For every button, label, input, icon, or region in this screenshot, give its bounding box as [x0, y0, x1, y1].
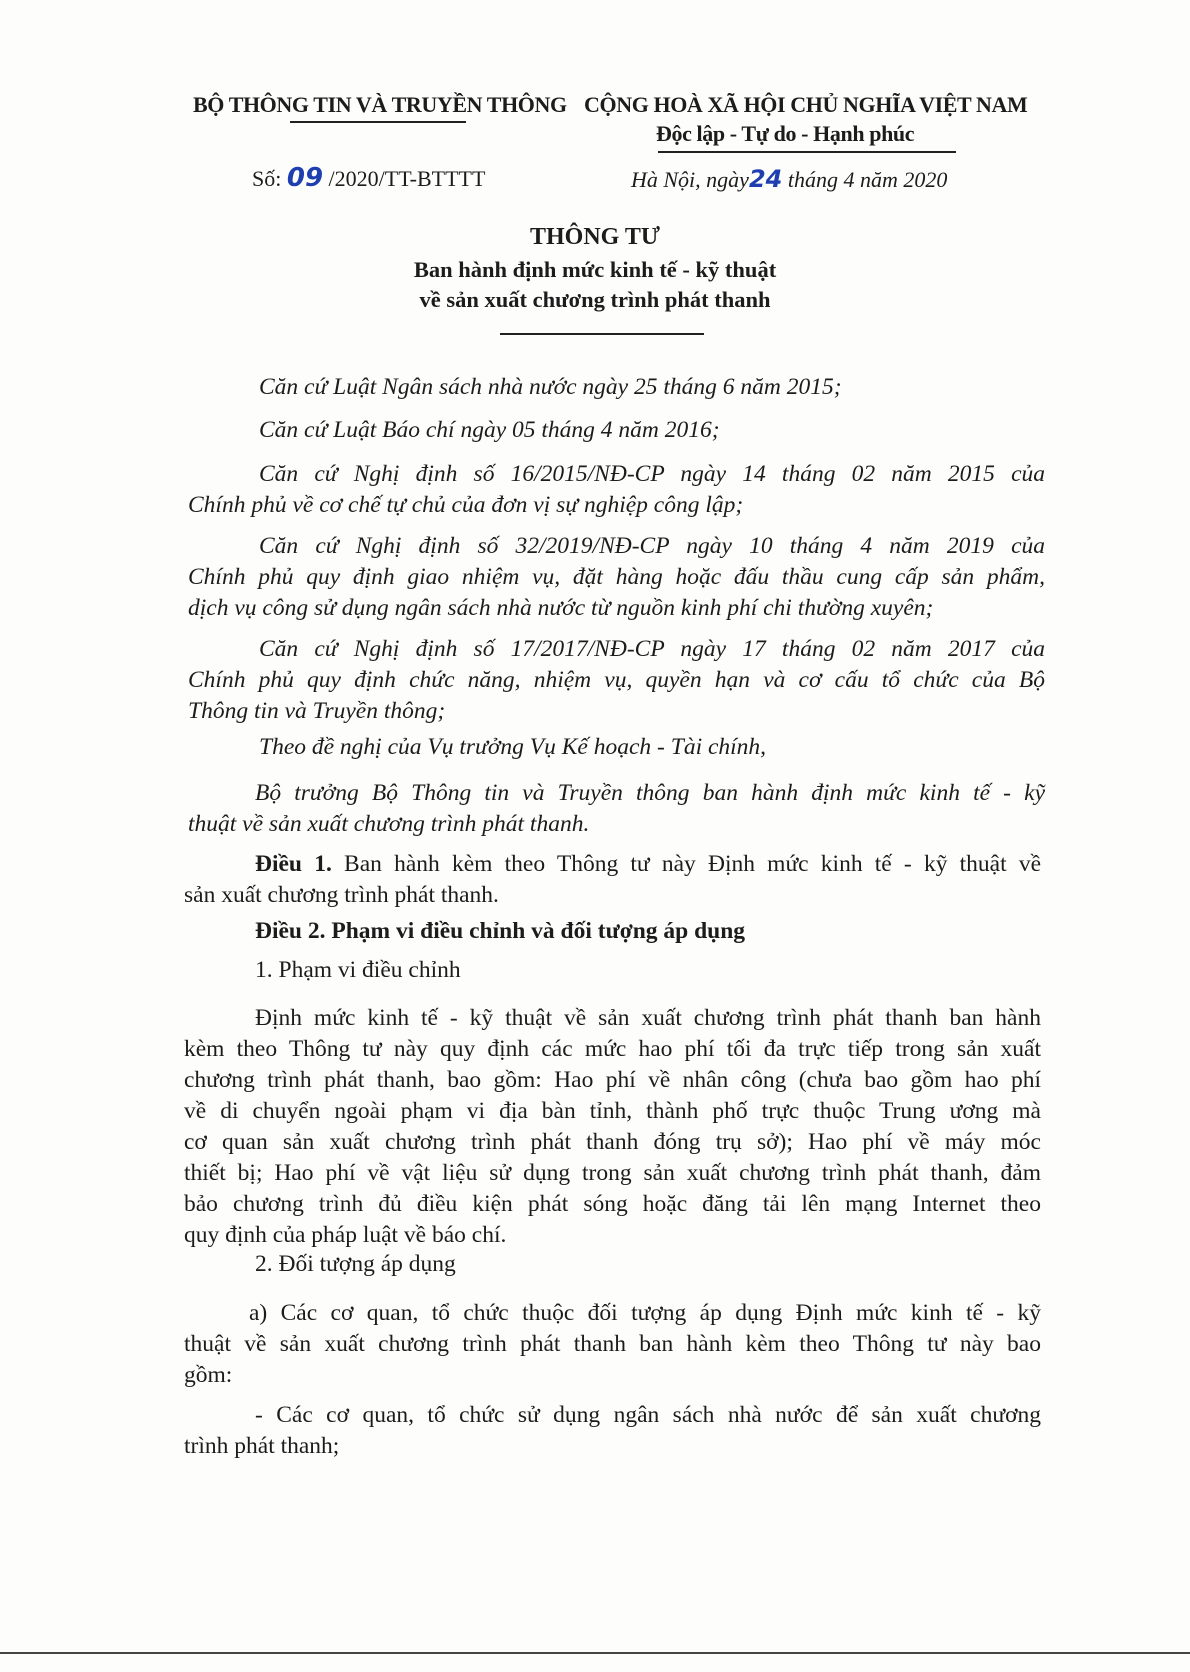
number-prefix: Số:: [252, 166, 282, 191]
country-name: CỘNG HOÀ XÃ HỘI CHỦ NGHĨA VIỆT NAM: [584, 92, 1028, 117]
scope-line-8: quy định của pháp luật về báo chí.: [184, 1222, 507, 1248]
preamble-minister: [188, 778, 1045, 840]
subjects-line-1: a) Các cơ quan, tổ chức thuộc đối tượng áp dụng Định mức kinh tế - kỹ: [249, 1300, 1041, 1326]
decree-17-line-3: Thông tin và Truyền thông;: [188, 698, 446, 724]
document-number: [252, 163, 485, 193]
article-1-label: Điều 1.: [255, 851, 332, 877]
article-1-line-2: sản xuất chương trình phát thanh.: [184, 882, 499, 908]
document-type: THÔNG TƯ: [529, 224, 661, 250]
section-2a-item-1: [184, 1400, 1041, 1462]
item-1-line-1: - Các cơ quan, tổ chức sử dụng ngân sách nhà nước để sản xuất chương: [255, 1402, 1041, 1428]
national-motto: Độc lập - Tự do - Hạnh phúc: [656, 121, 915, 146]
decree-32-line-2: Chính phủ quy định giao nhiệm vụ, đặt hàng hoặc đấu thầu cung cấp sản phẩm,: [188, 564, 1045, 590]
article-2-heading: Điều 2. Phạm vi điều chỉnh và đối tượng áp dụng: [255, 918, 746, 944]
section-1-heading: 1. Phạm vi điều chỉnh: [255, 957, 461, 983]
preamble-decree-32: [188, 531, 1045, 624]
place-date-suffix: tháng 4 năm 2020: [787, 167, 948, 192]
article-1-line-1: Ban hành kèm theo Thông tư này Định mức kinh tế - kỹ thuật về: [344, 851, 1042, 877]
scan-bottom-edge: [0, 1652, 1190, 1654]
title-divider: [500, 333, 704, 335]
preamble-press-law: Căn cứ Luật Báo chí ngày 05 tháng 4 năm 2016;: [259, 417, 720, 443]
handwritten-day: 24: [748, 165, 783, 193]
minister-line-1: Bộ trưởng Bộ Thông tin và Truyền thông ban hành định mức kinh tế - kỹ: [255, 780, 1045, 806]
motto-underline: [658, 151, 956, 153]
place-date: [631, 165, 947, 193]
subject-line-2: về sản xuất chương trình phát thanh: [419, 287, 771, 312]
decree-16-line-2: Chính phủ về cơ chế tự chủ của đơn vị sự nghiệp công lập;: [188, 492, 744, 518]
decree-32-line-3: dịch vụ công sử dụng ngân sách nhà nước từ nguồn kinh phí chi thường xuyên;: [188, 595, 934, 621]
preamble-decree-17: [188, 634, 1045, 727]
decree-16-line-1: Căn cứ Nghị định số 16/2015/NĐ-CP ngày 14 tháng 02 năm 2015 của: [259, 461, 1045, 487]
subjects-line-2: thuật về sản xuất chương trình phát thanh ban hành kèm theo Thông tư này bao: [184, 1331, 1041, 1357]
subjects-line-3: gồm:: [184, 1362, 233, 1388]
preamble-budget-law: Căn cứ Luật Ngân sách nhà nước ngày 25 tháng 6 năm 2015;: [259, 374, 842, 400]
decree-17-line-1: Căn cứ Nghị định số 17/2017/NĐ-CP ngày 17 tháng 02 năm 2017 của: [259, 636, 1045, 662]
ministry-name: BỘ THÔNG TIN VÀ TRUYỀN THÔNG: [193, 92, 567, 117]
section-2-heading: 2. Đối tượng áp dụng: [255, 1251, 456, 1277]
preamble-decree-16: [188, 459, 1045, 521]
article-1: [184, 849, 1041, 911]
scope-line-5: cơ quan sản xuất chương trình phát thanh đóng trụ sở); Hao phí về máy móc: [184, 1129, 1041, 1155]
decree-32-line-1: Căn cứ Nghị định số 32/2019/NĐ-CP ngày 10 tháng 4 năm 2019 của: [259, 533, 1045, 559]
subject-line-1: Ban hành định mức kinh tế - kỹ thuật: [413, 257, 777, 282]
scope-line-4: về di chuyển ngoài phạm vi địa bàn tỉnh, thành phố trực thuộc Trung ương mà: [184, 1098, 1041, 1124]
decree-17-line-2: Chính phủ quy định chức năng, nhiệm vụ, quyền hạn và cơ cấu tổ chức của Bộ: [188, 667, 1045, 693]
scope-line-2: kèm theo Thông tư này quy định các mức hao phí tối đa trực tiếp trong sản xuất: [184, 1036, 1041, 1062]
scope-line-6: thiết bị; Hao phí về vật liệu sử dụng trong sản xuất chương trình phát thanh, đảm: [184, 1160, 1041, 1186]
item-1-line-2: trình phát thanh;: [184, 1433, 340, 1459]
scope-line-1: Định mức kinh tế - kỹ thuật về sản xuất chương trình phát thanh ban hành: [255, 1005, 1041, 1031]
preamble-proposal: Theo đề nghị của Vụ trưởng Vụ Kế hoạch - Tài chính,: [259, 734, 767, 760]
scope-line-3: chương trình phát thanh, bao gồm: Hao phí về nhân công (chưa bao gồm hao phí: [184, 1067, 1041, 1093]
handwritten-number: 09: [286, 163, 324, 193]
scope-line-7: bảo chương trình đủ điều kiện phát sóng hoặc đăng tải lên mạng Internet theo: [184, 1191, 1041, 1217]
number-suffix: /2020/TT-BTTTT: [328, 166, 486, 191]
section-1-body: [184, 1003, 1041, 1251]
place-date-prefix: Hà Nội, ngày: [631, 167, 749, 192]
section-2a-body: [184, 1298, 1041, 1391]
ministry-underline: [290, 121, 466, 123]
minister-line-2: thuật về sản xuất chương trình phát thanh.: [188, 811, 590, 837]
